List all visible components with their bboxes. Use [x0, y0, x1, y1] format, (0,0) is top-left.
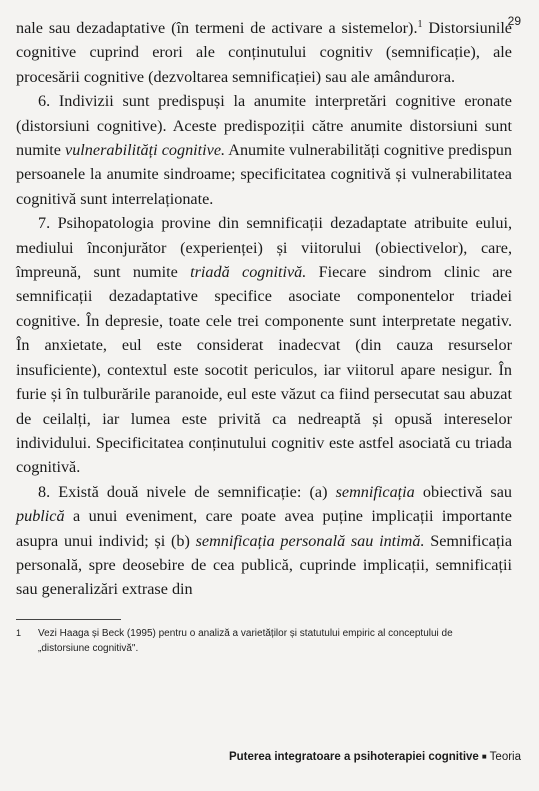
footnote [16, 626, 486, 656]
footnote-number: 1 [16, 628, 22, 638]
paragraph-8-emphasis-2: publică [16, 507, 65, 526]
main-text [16, 16, 512, 602]
running-footer-title: Puterea integratoare a psihoterapiei cognitive [228, 751, 479, 763]
paragraph-intro-text-1: nale sau dezadaptative (în termeni de activare a sistemelor). [16, 19, 418, 37]
paragraph-intro-text-2: Distorsiunile cognitive cuprind erori ale conținutului cognitiv (semnificație), ale procesării cognitive (dezvoltarea semnificației) sau ale amândurora. [16, 19, 512, 86]
paragraph-6-emphasis: vulnerabilități cognitive. [65, 141, 226, 160]
paragraph-7-text-2: Fiecare sindrom clinic are semnificații dezadaptative specifice asociate componentelor triadei cognitive. În depresie, toate cele trei componente sunt interpretate negativ. În anxietate, eul este considerat inadecvat (din cauza resurselor insuficiente), contextul este socotit periculos, iar viitorul apare nesigur. În furie și în tulburările paranoide, eul este văzut ca fiind persecutat sau abuzat de ceilalți, iar lumea este privită ca nedreaptă și opusă intereselor individului. Specificitatea conținutului cognitiv este astfel asociată cu triada cognitivă. [16, 263, 513, 477]
running-footer-section: Teoria [489, 751, 521, 763]
footnote-reference: 1 [417, 19, 423, 30]
paragraph-6-text-2: Anumite vulnerabilități cognitive predispun persoanele la anumite sindroame; specificitatea cognitivă și vulnerabilitatea cognitivă sunt interrelaționate. [16, 141, 512, 208]
paragraph-8-text-4: Semnificația personală, spre deosebire de cea publică, cuprinde implicații, semnificații sau generalizări extrase din [16, 531, 513, 599]
paragraph-7-text-1: 7. Psihopatologia provine din semnificații dezadaptate atribuite eului, mediului înconjurător (experienței) și viitorului (obiectivelor), care, împreună, sunt numite [16, 214, 512, 282]
footnote-text: Vezi Haaga și Beck (1995) pentru o analiză a varietăților și statutului empiric al conceptului de „distorsiune cognitivă". [38, 628, 453, 654]
paragraph-8-emphasis-1: semnificația [335, 482, 415, 501]
paragraph-8 [16, 480, 512, 602]
page-number: 29 [507, 14, 521, 28]
paragraph-8-text-3: a unui eveniment, care poate avea puține implicații importante asupra unui individ; și (b) [16, 507, 512, 550]
paragraph-8-text-1: 8. Există două nivele de semnificație: (a) [38, 482, 336, 501]
running-footer [229, 751, 521, 763]
paragraph-8-text-2: obiectivă sau [414, 482, 513, 501]
paragraph-intro [16, 16, 512, 89]
paragraph-6-text-1: 6. Indivizii sunt predispuși la anumite interpretări cognitive eronate (distorsiuni cognitive). Aceste predispoziții către anumite distorsiuni sunt numite [16, 92, 512, 160]
running-footer-separator: ■ [481, 752, 487, 761]
paragraph-8-emphasis-3: semnificația personală sau intimă. [195, 531, 425, 550]
paragraph-7 [16, 211, 512, 479]
footnote-divider [16, 619, 121, 620]
paragraph-7-emphasis: triadă cognitivă. [190, 263, 307, 282]
paragraph-6 [16, 89, 512, 211]
